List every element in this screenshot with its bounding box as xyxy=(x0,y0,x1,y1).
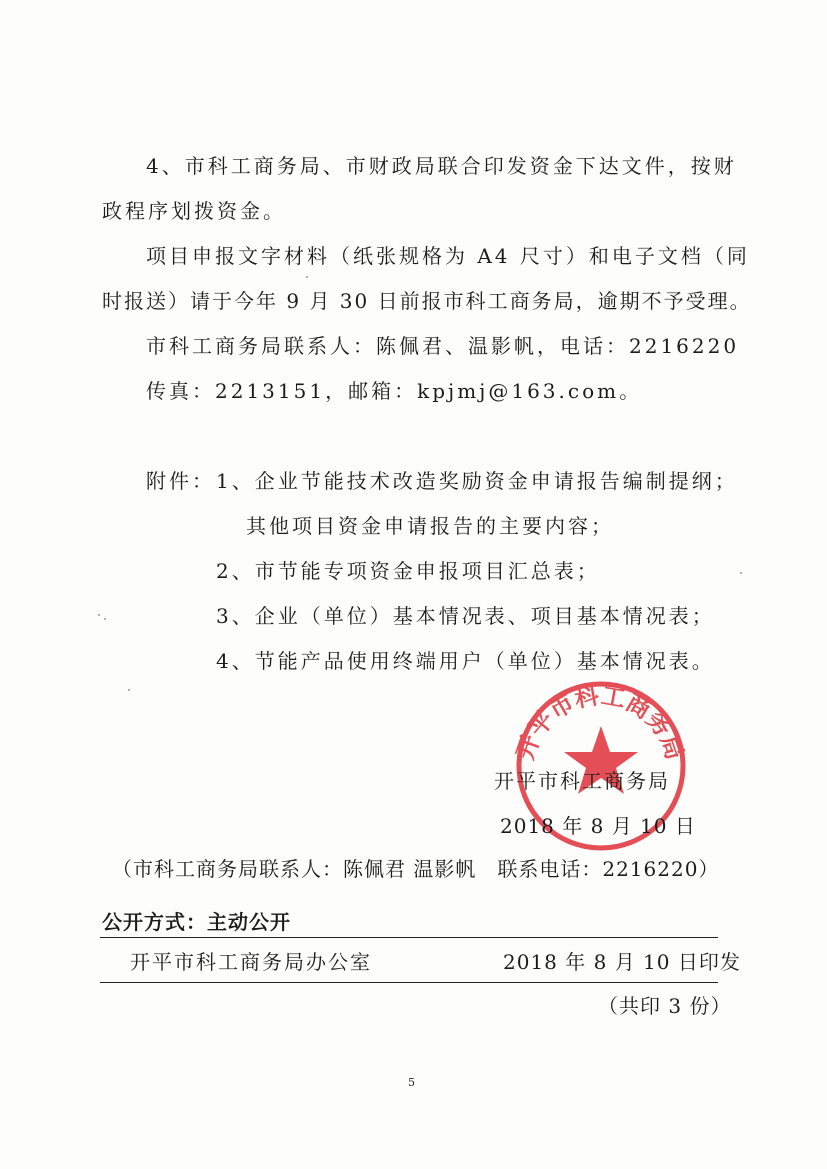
page-number: 5 xyxy=(408,1076,415,1089)
copies-count: （共印 3 份） xyxy=(598,994,732,1018)
submission-line-1: 项目申报文字材料（纸张规格为 A4 尺寸）和电子文档（同 xyxy=(146,244,750,268)
footer-contact-note: （市科工商务局联系人：陈佩君 温影帆 联系电话：2216220） xyxy=(112,857,720,881)
issuing-office: 开平市科工商务局办公室 xyxy=(130,950,372,974)
disclosure-method: 公开方式：主动公开 xyxy=(102,910,291,934)
signature-org: 开平市科工商务局 xyxy=(494,769,670,793)
scan-speck xyxy=(740,572,742,574)
seal-text: 开平市科工商务局 xyxy=(511,681,689,764)
scan-speck xyxy=(128,689,130,691)
contact-line-1: 市科工商务局联系人：陈佩君、温影帆，电话：2216220 xyxy=(146,334,740,358)
scan-speck xyxy=(98,614,100,616)
footer-bottom-rule xyxy=(100,982,718,983)
attachment-item: 3、企业（单位）基本情况表、项目基本情况表； xyxy=(216,604,715,628)
attachment-item: 其他项目资金申请报告的主要内容； xyxy=(246,514,614,538)
contact-line-2: 传真：2213151，邮箱：kpjmj@163.com。 xyxy=(146,379,643,403)
attachments-label: 附件： xyxy=(146,469,215,493)
attachment-item: 2、市节能专项资金申报项目汇总表； xyxy=(216,559,600,583)
attachment-item: 4、节能产品使用终端用户（单位）基本情况表。 xyxy=(216,649,715,673)
scan-speck xyxy=(104,618,106,620)
scan-speck xyxy=(306,276,308,278)
footer-top-rule xyxy=(100,937,718,938)
item-4-line-1: 4、市科工商务局、市财政局联合印发资金下达文件，按财 xyxy=(146,154,737,178)
attachment-item: 1、企业节能技术改造奖励资金申请报告编制提纲； xyxy=(216,469,738,493)
signature-date: 2018 年 8 月 10 日 xyxy=(500,814,696,838)
submission-line-2: 时报送）请于今年 9 月 30 日前报市科工商务局，逾期不予受理。 xyxy=(102,289,752,313)
print-date: 2018 年 8 月 10 日印发 xyxy=(503,950,741,974)
item-4-line-2: 政程序划拨资金。 xyxy=(102,199,286,223)
